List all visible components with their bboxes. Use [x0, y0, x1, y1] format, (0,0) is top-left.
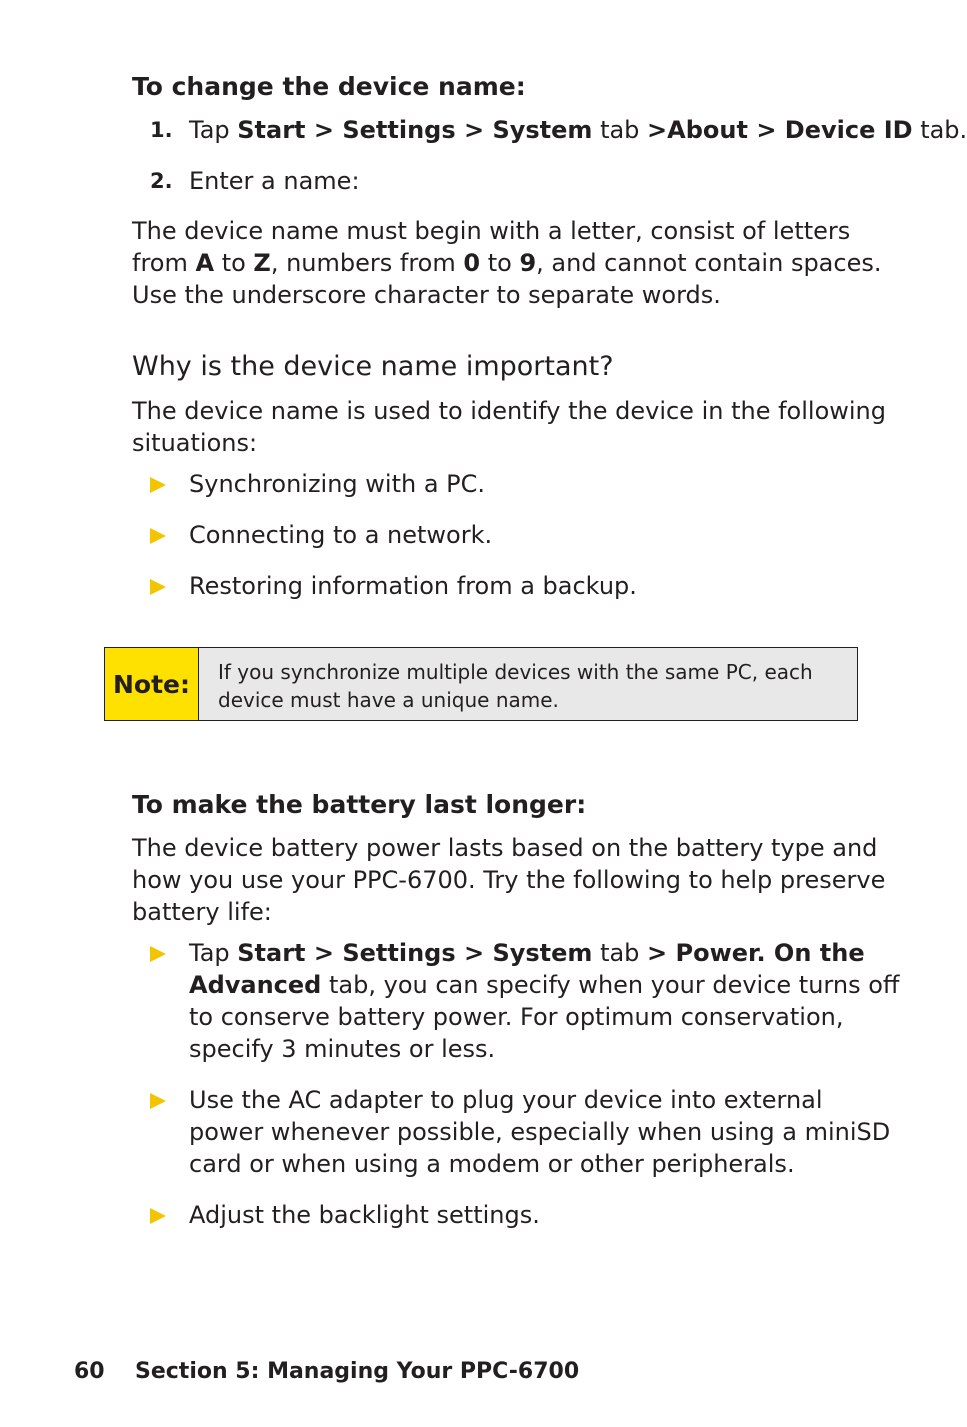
section-footer: Section 5: Managing Your PPC-6700 [135, 1359, 580, 1384]
note-box [104, 647, 858, 721]
bullet-arrow-icon [150, 579, 166, 595]
bullet-item: Adjust the backlight settings. [189, 1201, 540, 1229]
step-text: Tap [189, 116, 238, 144]
note-line: device must have a unique name. [218, 688, 559, 712]
menu-path: Start > Settings > System [237, 116, 593, 144]
bullet-line: card or when using a modem or other peripherals. [189, 1150, 795, 1178]
paragraph-line: how you use your PPC-6700. Try the following to help preserve [132, 866, 886, 894]
step-1-text [189, 114, 967, 146]
step-text: tab [592, 116, 648, 144]
question-heading: Why is the device name important? [132, 351, 614, 382]
bullet-item [189, 1084, 890, 1180]
bullet-item [189, 937, 899, 1065]
paragraph-line: The device battery power lasts based on the battery type and [132, 834, 878, 862]
bullet-line: power whenever possible, especially when using a miniSD [189, 1118, 891, 1146]
step-text: tab. [912, 116, 967, 144]
bullet-item: Synchronizing with a PC. [189, 470, 486, 498]
paragraph-line: The device name is used to identify the device in the following [132, 397, 886, 425]
bullet-line: to conserve battery power. For optimum conservation, [189, 1003, 844, 1031]
paragraph-line: The device name must begin with a letter, consist of letters [132, 217, 851, 245]
menu-path: >About > Device ID [647, 116, 913, 144]
step-number: 1. [150, 118, 173, 142]
bullet-arrow-icon [150, 528, 166, 544]
note-line: If you synchronize multiple devices with the same PC, each [218, 660, 813, 684]
note-text [218, 658, 838, 714]
section-heading-device-name: To change the device name: [132, 72, 526, 101]
bullet-arrow-icon [150, 946, 166, 962]
paragraph-line: Use the underscore character to separate words. [132, 281, 721, 309]
step-number: 2. [150, 169, 173, 193]
page-number: 60 [74, 1359, 105, 1384]
bullet-line: specify 3 minutes or less. [189, 1035, 496, 1063]
bullet-arrow-icon [150, 477, 166, 493]
battery-intro [132, 832, 885, 928]
section-heading-battery: To make the battery last longer: [132, 790, 587, 819]
bullet-arrow-icon [150, 1093, 166, 1109]
bullet-line: Use the AC adapter to plug your device into external [189, 1086, 823, 1114]
note-label: Note: [105, 648, 199, 720]
paragraph-line: situations: [132, 429, 258, 457]
paragraph-line: battery life: [132, 898, 272, 926]
paragraph-line: from A to Z, numbers from 0 to 9, and cannot contain spaces. [132, 249, 882, 277]
step-2-text: Enter a name: [189, 167, 360, 195]
bullet-arrow-icon [150, 1208, 166, 1224]
situations-intro [132, 395, 886, 459]
device-name-rules [132, 215, 881, 311]
bullet-item: Connecting to a network. [189, 521, 493, 549]
bullet-line: Advanced tab, you can specify when your device turns off [189, 971, 900, 999]
bullet-line: Tap Start > Settings > System tab > Power. On the [189, 939, 865, 967]
bullet-item: Restoring information from a backup. [189, 572, 637, 600]
